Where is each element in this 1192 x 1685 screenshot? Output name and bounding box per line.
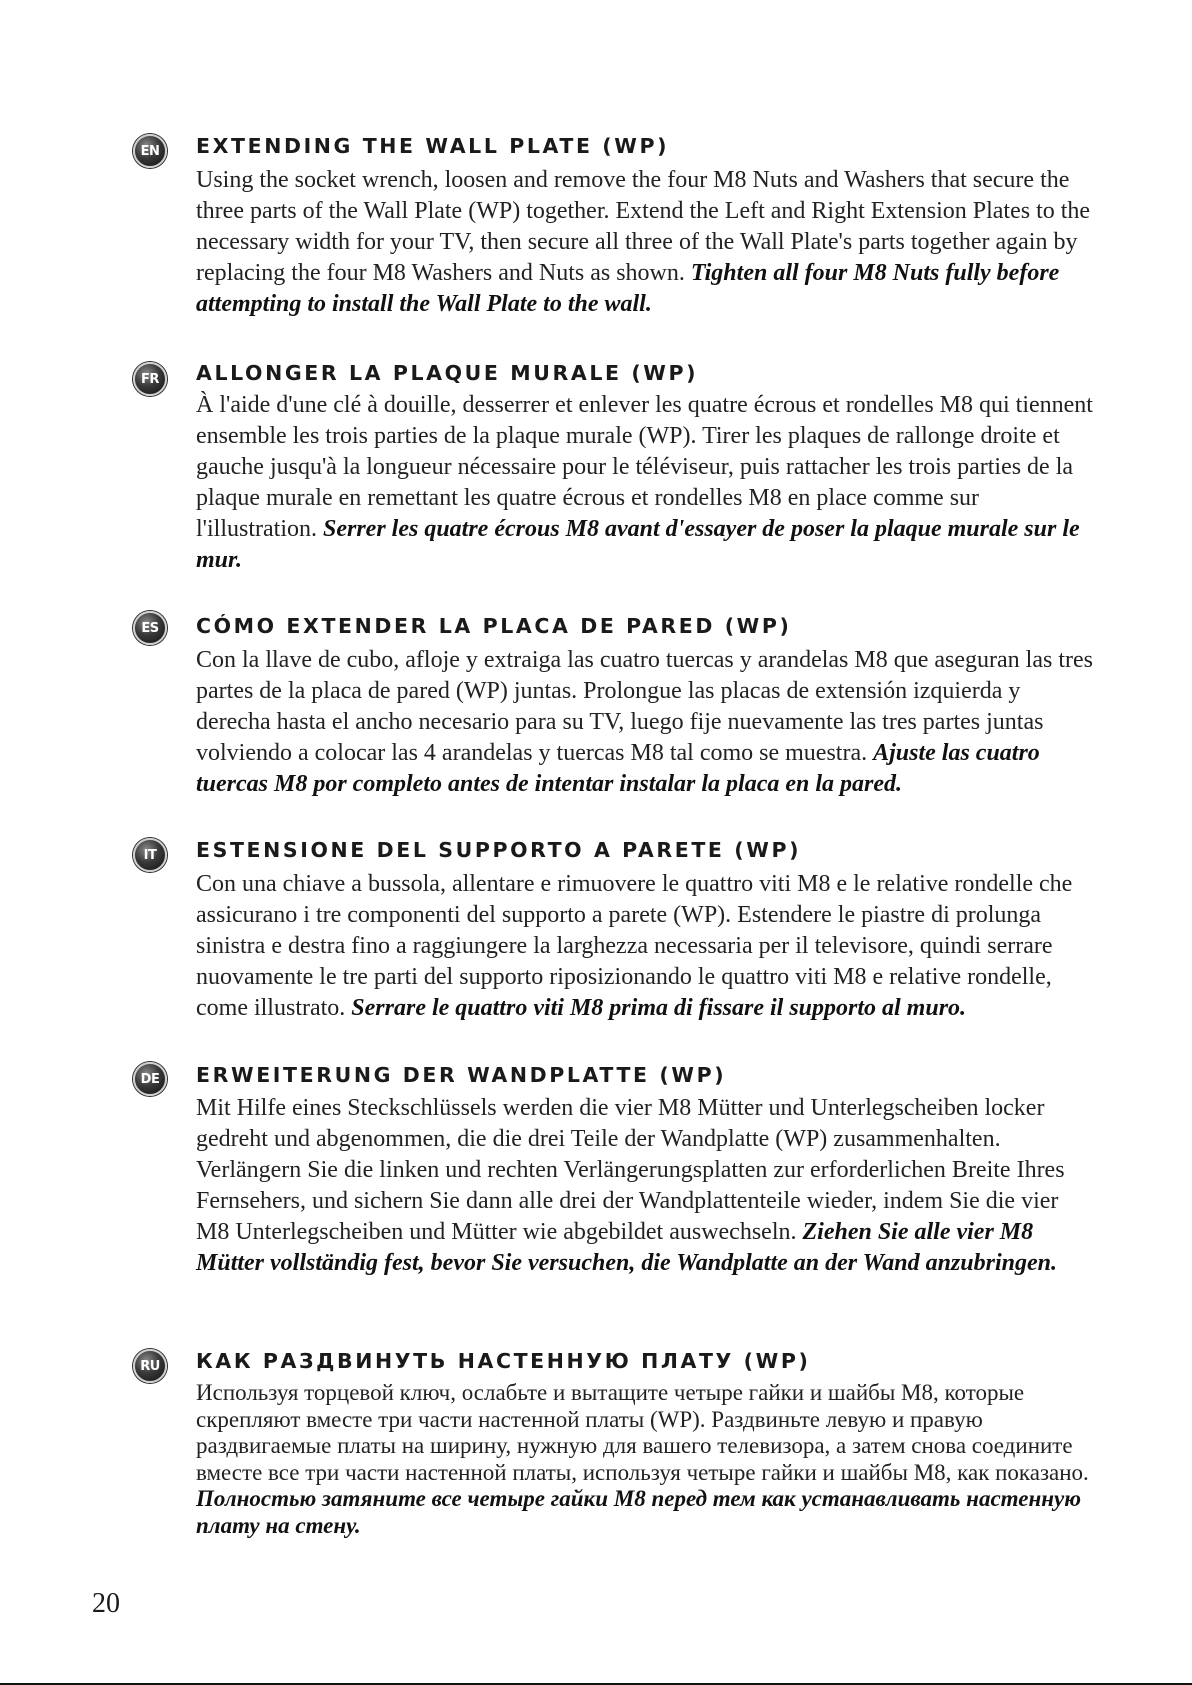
body-text-fr: À l'aide d'une clé à douille, desserrer et enlever les quatre écrous et rondelles M8 qui tiennent ensemble les trois parties de la plaque murale (WP). Tirer les plaques de rallonge droite et gauche jusqu'à la longueur nécessaire pour le téléviseur, puis rattacher les trois parties de la plaque murale en remettant les quatre écrous et rondelles M8 en place comme sur l'illustration.	[196, 392, 1093, 542]
warning-text-fr: Serrer les quatre écrous M8 avant d'essayer de poser la plaque murale sur le mur.	[196, 516, 1080, 573]
warning-text-ru: Полностью затяните все четыре гайки М8 перед тем как устанавливать настенную плату на стену.	[196, 1486, 1081, 1538]
warning-text-es: Ajuste las cuatro tuercas M8 por completo antes de intentar instalar la placa en la pared.	[196, 740, 1040, 797]
section-heading-en: EXTENDING THE WALL PLATE (WP)	[196, 134, 670, 158]
section-body-it	[196, 869, 1096, 1024]
section-heading-it: ESTENSIONE DEL SUPPORTO A PARETE (WP)	[196, 838, 802, 862]
warning-text-en: Tighten all four M8 Nuts fully before attempting to install the Wall Plate to the wall.	[196, 260, 1060, 317]
language-badge-it-icon: IT	[133, 838, 167, 872]
body-text-ru: Используя торцевой ключ, ослабьте и вытащите четыре гайки и шайбы М8, которые скрепляют вместе три части настенной платы (WP). Раздвиньте левую и правую раздвигаемые платы на ширину, нужную для вашего телевизора, а затем снова соедините вместе все три части настенной платы, используя четыре гайки и шайбы М8, как показано.	[196, 1380, 1089, 1485]
body-text-de: Mit Hilfe eines Steckschlüssels werden die vier M8 Mütter und Unterlegscheiben locker gedreht und abgenommen, die die drei Teile der Wandplatte (WP) zusammenhalten. Verlängern Sie die linken und rechten Verlängerungsplatten zur erforderlichen Breite Ihres Fernsehers, und sichern Sie dann alle drei der Wandplattenteile wieder, indem Sie die vier M8 Unterlegscheiben und Mütter wie abgebildet auswechseln.	[196, 1095, 1065, 1245]
warning-text-it: Serrare le quattro viti M8 prima di fissare il supporto al muro.	[351, 995, 967, 1021]
section-body-de	[196, 1093, 1096, 1279]
section-heading-de: ERWEITERUNG DER WANDPLATTE (WP)	[196, 1063, 727, 1087]
page-number: 20	[92, 1588, 120, 1619]
language-badge-fr-icon: FR	[133, 362, 167, 396]
language-badge-es-icon: ES	[133, 611, 167, 645]
body-text-en: Using the socket wrench, loosen and remove the four M8 Nuts and Washers that secure the three parts of the Wall Plate (WP) together. Extend the Left and Right Extension Plates to the necessary width for your TV, then secure all three of the Wall Plate's parts together again by replacing the four M8 Washers and Nuts as shown.	[196, 167, 1091, 286]
section-heading-ru: КАК РАЗДВИНУТЬ НАСТЕННУЮ ПЛАТУ (WP)	[196, 1349, 811, 1373]
section-body-en	[196, 165, 1096, 320]
section-heading-es: CÓMO EXTENDER LA PLACA DE PARED (WP)	[196, 614, 792, 638]
language-badge-de-icon: DE	[133, 1062, 167, 1096]
body-text-it: Con una chiave a bussola, allentare e rimuovere le quattro viti M8 e le relative rondelle che assicurano i tre componenti del supporto a parete (WP). Estendere le piastre di prolunga sinistra e destra fino a raggiungere la larghezza necessaria per il televisore, quindi serrare nuovamente le tre parti del supporto riposizionando le quattro viti M8 e relative rondelle, come illustrato.	[196, 871, 1073, 1021]
warning-text-de: Ziehen Sie alle vier M8 Mütter vollständig fest, bevor Sie versuchen, die Wandplatte an der Wand anzubringen.	[196, 1219, 1057, 1276]
section-body-fr	[196, 390, 1096, 576]
language-badge-en-icon: EN	[133, 134, 167, 168]
section-heading-fr: ALLONGER LA PLAQUE MURALE (WP)	[196, 361, 699, 385]
language-badge-ru-icon: RU	[133, 1349, 167, 1383]
body-text-es: Con la llave de cubo, afloje y extraiga las cuatro tuercas y arandelas M8 que aseguran las tres partes de la placa de pared (WP) juntas. Prolongue las placas de extensión izquierda y derecha hasta el ancho necesario para su TV, luego fije nuevamente las tres partes juntas volviendo a colocar las 4 arandelas y tuercas M8 tal como se muestra.	[196, 647, 1093, 766]
section-body-es	[196, 645, 1096, 800]
section-body-ru	[196, 1380, 1096, 1539]
